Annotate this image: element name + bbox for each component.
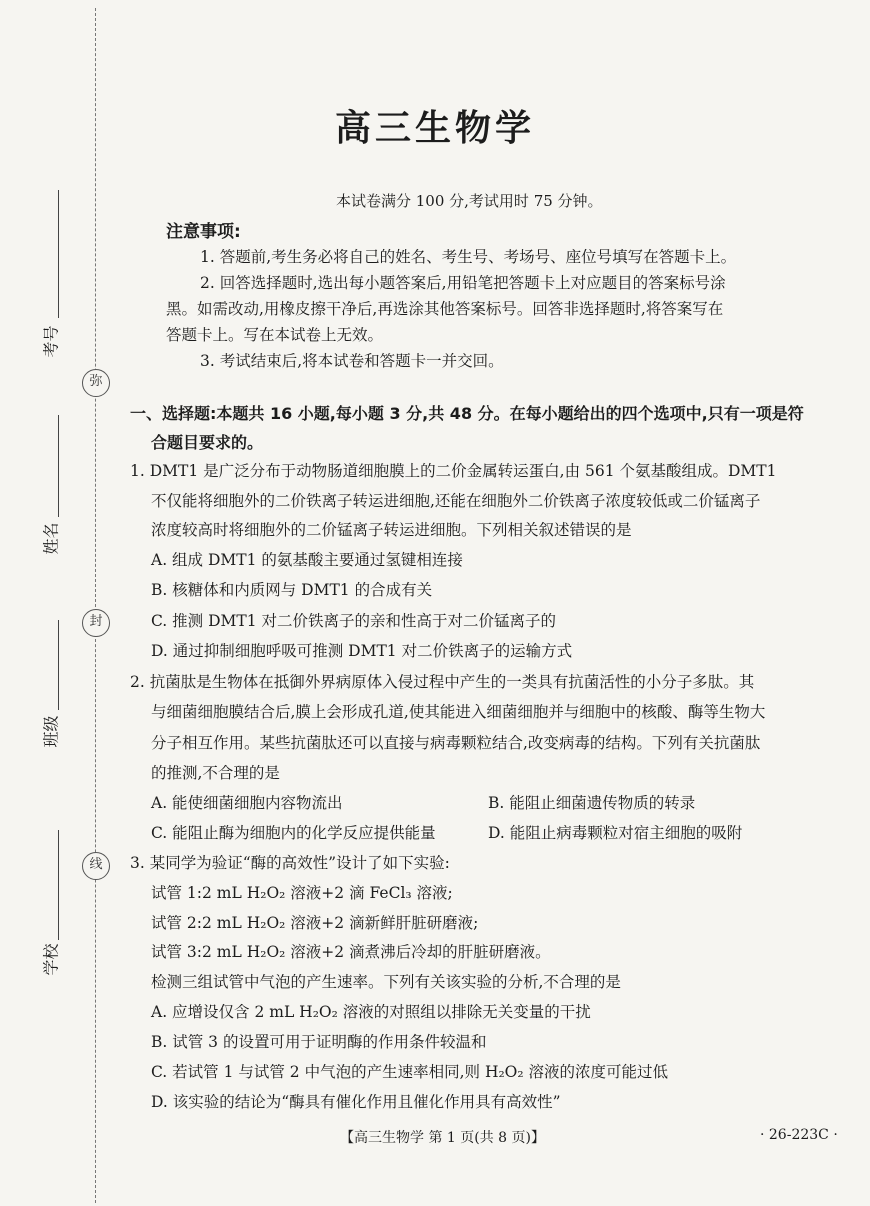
notice-line-5: 3. 考试结束后,将本试卷和答题卡一并交回。	[200, 352, 504, 370]
notice-line-4: 答题卡上。写在本试卷上无效。	[166, 326, 384, 344]
q1-option-d: D. 通过抑制细胞呼吸可推测 DMT1 对二价铁离子的运输方式	[151, 642, 573, 660]
name-line[interactable]	[58, 415, 59, 517]
q1-option-c: C. 推测 DMT1 对二价铁离子的亲和性高于对二价锰离子的	[151, 612, 557, 630]
q3-option-d: D. 该实验的结论为“酶具有催化作用且催化作用具有高效性”	[151, 1093, 561, 1111]
q3-stem: 3. 某同学为验证“酶的高效性”设计了如下实验:	[130, 854, 450, 872]
notice-line-2: 2. 回答选择题时,选出每小题答案后,用铅笔把答题卡上对应题目的答案标号涂	[200, 274, 726, 292]
notice-heading: 注意事项:	[166, 222, 241, 242]
exam-meta: 本试卷满分 100 分,考试用时 75 分钟。	[336, 192, 603, 210]
school-label: 学校	[41, 943, 61, 976]
q3-tube-2: 试管 2:2 mL H₂O₂ 溶液+2 滴新鲜肝脏研磨液;	[151, 914, 479, 932]
q2-stem-line-3: 分子相互作用。某些抗菌肽还可以直接与病毒颗粒结合,改变病毒的结构。下列有关抗菌肽	[151, 734, 761, 752]
seal-char-feng: 封	[82, 609, 110, 637]
q2-option-b: B. 能阻止细菌遗传物质的转录	[488, 794, 696, 812]
q2-stem-line-2: 与细菌细胞膜结合后,膜上会形成孔道,使其能进入细菌细胞并与细胞中的核酸、酶等生物大	[151, 703, 766, 721]
q3-tube-1: 试管 1:2 mL H₂O₂ 溶液+2 滴 FeCl₃ 溶液;	[151, 884, 453, 902]
q1-stem-line-1: 1. DMT1 是广泛分布于动物肠道细胞膜上的二价金属转运蛋白,由 561 个氨基酸组成。DMT1	[130, 462, 777, 480]
class-label: 班级	[41, 715, 61, 748]
q1-option-b: B. 核糖体和内质网与 DMT1 的合成有关	[151, 581, 433, 599]
q1-stem-line-2: 不仅能将细胞外的二价铁离子转运进细胞,还能在细胞外二价铁离子浓度较低或二价锰离子	[151, 492, 761, 510]
exam-number-label: 考号	[41, 325, 61, 358]
q3-tube-3: 试管 3:2 mL H₂O₂ 溶液+2 滴煮沸后冷却的肝脏研磨液。	[151, 943, 551, 961]
seal-char-xian: 线	[82, 852, 110, 880]
section-heading-line-2: 合题目要求的。	[151, 433, 264, 452]
notice-line-1: 1. 答题前,考生务必将自己的姓名、考生号、考场号、座位号填写在答题卡上。	[200, 248, 737, 266]
q2-option-d: D. 能阻止病毒颗粒对宿主细胞的吸附	[488, 824, 743, 842]
q2-stem-line-1: 2. 抗菌肽是生物体在抵御外界病原体入侵过程中产生的一类具有抗菌活性的小分子多肽。其	[130, 673, 755, 691]
notice-line-3: 黑。如需改动,用橡皮擦干净后,再选涂其他答案标号。回答非选择题时,将答案写在	[166, 300, 724, 318]
q3-option-c: C. 若试管 1 与试管 2 中气泡的产生速率相同,则 H₂O₂ 溶液的浓度可能过低	[151, 1063, 669, 1081]
q1-stem-line-3: 浓度较高时将细胞外的二价锰离子转运进细胞。下列相关叙述错误的是	[151, 521, 632, 539]
q2-option-c: C. 能阻止酶为细胞内的化学反应提供能量	[151, 824, 436, 842]
q2-stem-line-4: 的推测,不合理的是	[151, 764, 280, 782]
q3-option-a: A. 应增设仅含 2 mL H₂O₂ 溶液的对照组以排除无关变量的干扰	[151, 1003, 591, 1021]
footer-code: · 26-223C ·	[760, 1127, 838, 1143]
exam-number-line[interactable]	[58, 190, 59, 318]
name-label: 姓名	[41, 522, 61, 555]
q3-option-b: B. 试管 3 的设置可用于证明酶的作用条件较温和	[151, 1033, 487, 1051]
seal-char-mi: 弥	[82, 369, 110, 397]
q1-option-a: A. 组成 DMT1 的氨基酸主要通过氢键相连接	[151, 551, 463, 569]
q3-detect: 检测三组试管中气泡的产生速率。下列有关该实验的分析,不合理的是	[151, 973, 621, 991]
page-title: 高三生物学	[334, 108, 535, 149]
school-line[interactable]	[58, 830, 59, 940]
binding-dashed-line	[95, 8, 96, 1203]
q2-option-a: A. 能使细菌细胞内容物流出	[151, 794, 343, 812]
section-heading-line-1: 一、选择题:本题共 16 小题,每小题 3 分,共 48 分。在每小题给出的四个选项中,只有一项是符	[130, 404, 804, 423]
class-line[interactable]	[58, 620, 59, 710]
footer-page-info: 【高三生物学 第 1 页(共 8 页)】	[340, 1130, 545, 1146]
